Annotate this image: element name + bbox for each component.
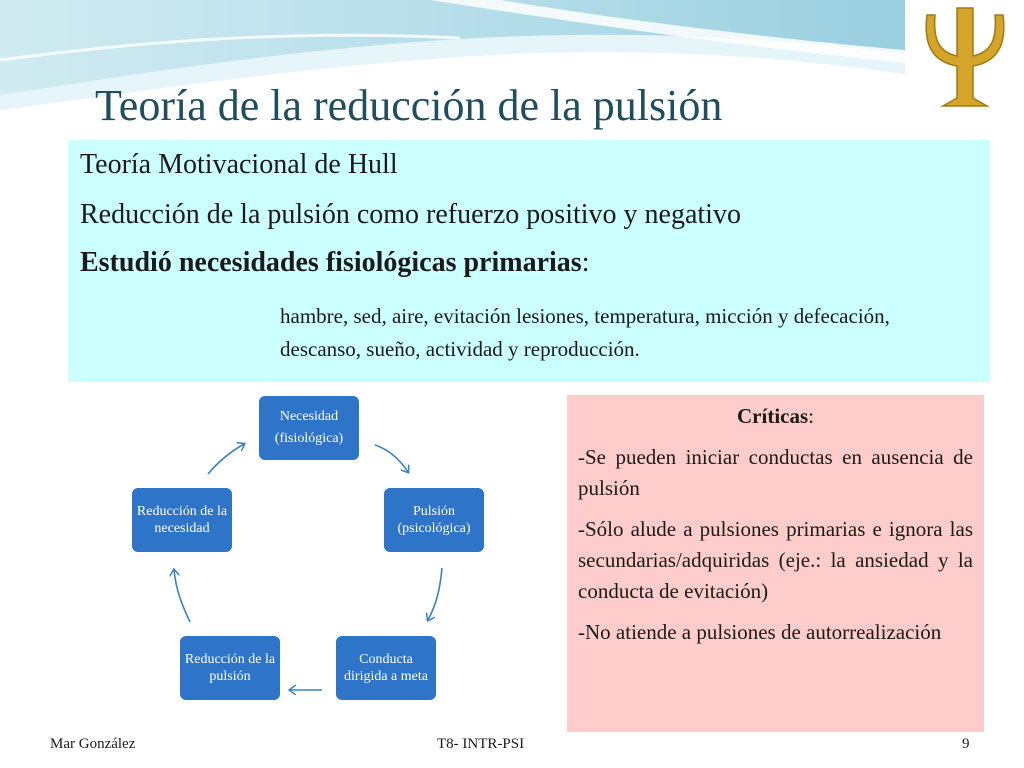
critics-box [567, 395, 984, 732]
critics-title-text: Críticas [737, 404, 809, 428]
critics-title-colon: : [808, 404, 814, 428]
primary-needs-line [80, 246, 589, 280]
node-drive-label: Pulsión [412, 504, 455, 519]
footer-page-number: 9 [962, 736, 970, 752]
drive-cycle-diagram [120, 390, 500, 720]
drive-reduction-line: Reducción de la pulsión como refuerzo positivo y negativo [80, 199, 741, 230]
arrow-need-to-drive [375, 445, 408, 472]
node-goal-directed-behavior: Conducta dirigida a meta [336, 636, 436, 700]
node-need-label: Necesidad [279, 409, 339, 424]
node-drive-reduction: Reducción de la pulsión [180, 636, 280, 700]
footer-course: T8- INTR-PSI [437, 736, 525, 752]
arrow-drive-reduction-to-need-reduction [174, 570, 190, 622]
primary-needs-colon: : [581, 247, 590, 278]
node-drive-sublabel: (psicológica) [397, 521, 471, 536]
slide-title: Teoría de la reducción de la pulsión [95, 81, 723, 130]
node-need-reduction: Reducción de la necesidad [132, 488, 232, 552]
hull-theory-line: Teoría Motivacional de Hull [80, 149, 398, 180]
critics-title [578, 401, 973, 432]
content-box [68, 140, 990, 382]
psi-logo-icon [905, 0, 1024, 120]
primary-needs-bold: Estudió necesidades fisiológicas primarias [80, 247, 582, 278]
critic-item-2: -Sólo alude a pulsiones primarias e ignora las secundarias/adquiridas (eje.: la ansiedad y la conducta de evitación) [578, 517, 973, 603]
psi-logo [905, 0, 1024, 120]
critic-item-1: -Se pueden iniciar conductas en ausencia de pulsión [578, 445, 973, 500]
node-need-sublabel: (fisiológica) [274, 431, 344, 446]
arrow-need-reduction-to-need [208, 444, 244, 474]
arrow-drive-to-behavior [428, 568, 442, 620]
node-physiological-need [259, 396, 359, 460]
critic-item-3: -No atiende a pulsiones de autorrealización [578, 620, 942, 644]
node-psychological-drive [384, 488, 484, 552]
footer-author: Mar González [50, 736, 136, 752]
needs-list: hambre, sed, aire, evitación lesiones, temperatura, micción y defecación, descanso, sueño, actividad y reproducción. [280, 304, 890, 361]
